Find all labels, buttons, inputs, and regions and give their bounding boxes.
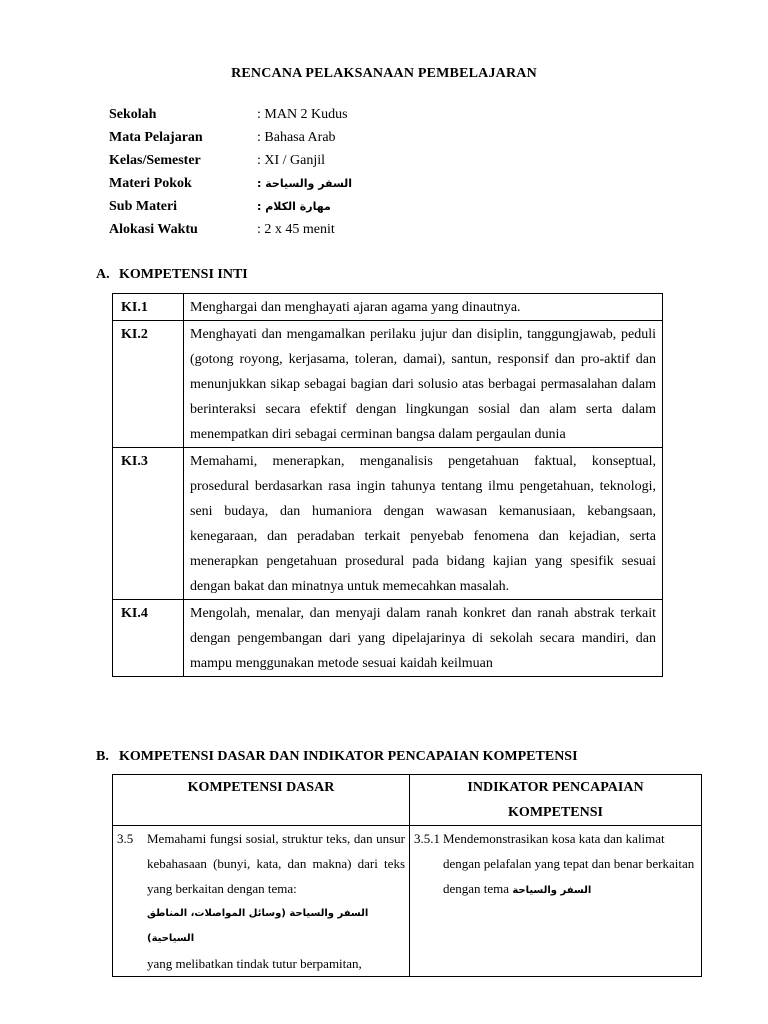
ipk-content [410,826,701,903]
identity-label: Kelas/Semester [109,153,201,168]
section-letter: A. [96,267,110,282]
identity-label: Materi Pokok [109,176,192,191]
section-b-heading [96,749,578,765]
identity-value: : مهارة الكلام [257,200,331,213]
kd-text-2: yang melibatkan tindak tutur berpamitan, [147,956,362,971]
ki-text: Menghargai dan menghayati ajaran agama yang dinautnya. [184,294,663,321]
identity-row-sub-materi [109,195,669,218]
identity-label: Sub Materi [109,199,178,214]
identity-row-alokasi-waktu [109,218,669,241]
table-row [113,294,663,321]
kompetensi-inti-table [112,293,663,677]
identity-value: : Bahasa Arab [257,130,336,145]
ipk-cell [410,826,702,977]
kd-number: 3.5 [117,831,134,846]
ipk-body [443,826,697,903]
column-header-kd: KOMPETENSI DASAR [113,775,410,826]
identity-block [109,103,669,241]
identity-label: Sekolah [109,107,157,122]
kd-text-1: Memahami fungsi sosial, struktur teks, dan unsur kebahasaan (bunyi, kata, dan makna) dari teks yang berkaitan dengan tema: [147,831,405,896]
column-header-ipk-text: INDIKATOR PENCAPAIAN KOMPETENSI [467,780,644,820]
document-title: RENCANA PELAKSANAAN PEMBELAJARAN [231,66,537,81]
identity-value: : XI / Ganjil [257,153,326,168]
identity-row-mata-pelajaran [109,126,669,149]
section-title: KOMPETENSI DASAR DAN INDIKATOR PENCAPAIAN KOMPETENSI [119,749,578,764]
identity-value: : MAN 2 Kudus [257,107,348,122]
identity-row-sekolah [109,103,669,126]
table-row [113,826,702,977]
kd-cell [113,826,410,977]
ki-label: KI.1 [113,294,184,321]
identity-value: : 2 x 45 menit [257,222,335,237]
identity-value: : السفر والسياحة [257,177,353,190]
ki-label: KI.2 [113,321,184,448]
kd-content [113,826,409,976]
identity-row-kelas-semester [109,149,669,172]
ki-label: KI.3 [113,448,184,600]
table-row [113,321,663,448]
identity-label: Mata Pelajaran [109,130,203,145]
table-header-row [113,775,702,826]
section-title: KOMPETENSI INTI [119,267,248,282]
table-row [113,448,663,600]
ipk-text: Mendemonstrasikan kosa kata dan kalimat dengan pelafalan yang tepat dan benar berkaitan dengan tema [443,831,695,896]
ki-text: Mengolah, menalar, dan menyaji dalam ranah konkret dan ranah abstrak terkait dengan pengembangan dari yang dipelajarinya di sekolah secara mandiri, dan mampu menggunakan metode sesuai kaidah keilmuan [184,600,663,677]
ki-label: KI.4 [113,600,184,677]
ki-text: Menghayati dan mengamalkan perilaku jujur dan disiplin, tanggungjawab, peduli (gotong royong, kerjasama, toleran, damai), santun, responsif dan pro-aktif dan menunjukkan sikap sebagai bagian dari solusio atas berbagai permasalahan dalam berinteraksi secara efektif dengan lingkungan sosial dan alam serta dalam menempatkan diri sebagai cerminan bangsa dalam pergaulan dunia [184,321,663,448]
table-row [113,600,663,677]
ipk-number: 3.5.1 [414,831,440,846]
section-a-heading [96,267,248,283]
identity-row-materi-pokok [109,172,669,195]
identity-label: Alokasi Waktu [109,222,198,237]
kd-body [147,826,405,976]
column-header-ipk [410,775,702,826]
ipk-arabic-theme: السفر والسياحة [512,885,592,896]
ki-text: Memahami, menerapkan, menganalisis pengetahuan faktual, konseptual, prosedural berdasarkan rasa ingin tahunya tentang ilmu pengetahuan, teknologi, seni budaya, dan humaniora dengan wawasan kemanusiaan, kebangsaan, kenegaraan, dan peradaban terkait penyebab fenomena dan kejadian, serta menerapkan pengetahuan prosedural pada bidang kajian yang spesifik sesuai dengan bakat dan minatnya untuk memecahkan masalah. [184,448,663,600]
section-letter: B. [96,749,109,764]
kompetensi-dasar-table [112,774,702,977]
kd-arabic-theme: السفر والسياحة (وسائل المواصلات، المناطق السياحية) [147,908,369,944]
